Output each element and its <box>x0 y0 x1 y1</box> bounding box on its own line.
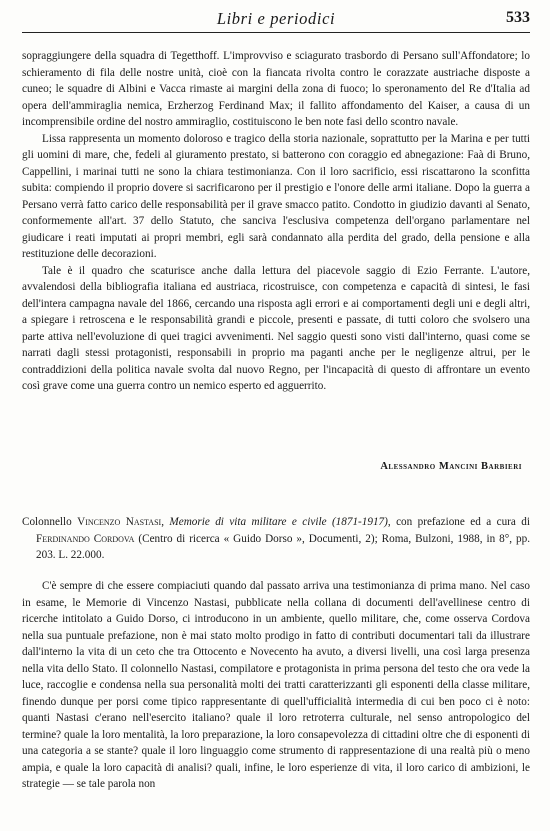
review-1-signature: Alessandro Mancini Barbieri <box>380 461 522 472</box>
review-2-citation <box>22 514 530 564</box>
page-number: 533 <box>506 9 530 26</box>
citation-title: Memorie di vita militare e civile (1871-1917) <box>169 516 388 528</box>
review-1-body <box>22 48 530 395</box>
review-1-paragraph-2: Lissa rappresenta un momento doloroso e tragico della storia nazionale, soprattutto per la Marina e per tutti gli uomini di mare, che, fedeli al giuramento prestato, si batterono con coraggio ed abnegazione: Faà di Bruno, Cappellini, i marinai tutti ne sono la chiara testimonianza. Con il loro sacrificio, essi riscattarono la sconfitta subita: compiendo il proprio dovere si sacrificarono per il prestigio e l'onore delle armi italiane. Dopo la guerra a Persano verrà fatto carico delle responsabilità per il grave smacco patito. Condotto in giudizio davanti al Senato, conformemente all'art. 37 dello Statuto, che sanciva l'esclusiva competenza dell'organo parlamentare nel giudicare i reati imputati ai propri membri, egli sarà condannato alla perdita del grado, della pensione e alla restituzione delle decorazioni. <box>22 132 530 260</box>
page-header <box>22 8 530 33</box>
citation-middle: , con prefazione ed a cura di <box>387 516 530 528</box>
running-title: Libri e periodici <box>216 9 336 28</box>
review-2-body <box>22 578 530 793</box>
citation-details: (Centro di ricerca « Guido Dorso », Documenti, 2); Roma, Bulzoni, 1988, in 8°, pp. 203. L. 22.000. <box>36 532 530 561</box>
review-1-paragraph-1: sopraggiungere della squadra di Tegetthoff. L'improvviso e sciagurato trasbordo di Persano sull'Affondatore; lo schieramento di fila delle nostre unità, cioè con la fiancata rivolta contro le corazzate austriache disposte a cuneo; le squadre di Albini e Vacca rimaste ai margini della zona di fuoco; lo speronamento del Re d'Italia ad opera dell'ammiraglia nemica, Erzherzog Ferdinand Max; il fallito affondamento del Kaiser, a causa di un incomprensibile ordine del nostro ammiraglio, costituiscono le ben note fasi dello scontro navale. <box>22 50 530 128</box>
citation-separator: , <box>161 516 170 528</box>
citation-author-prefix: Colonnello <box>22 516 78 528</box>
review-1-paragraph-3: Tale è il quadro che scaturisce anche dalla lettura del piacevole saggio di Ezio Ferrante. L'autore, avvalendosi della bibliografia italiana ed austriaca, ricostruisce, con competenza e capacità di sintesi, le fasi dell'intera campagna navale del 1866, cercando una risposta agli errori e ai comportamenti degli uni e degli altri, a spiegare i retroscena e le responsabilità grandi e piccole, presenti e passate, di tutti coloro che svolsero una parte attiva nell'evoluzione di quei tragici avvenimenti. Nel saggio questi sono visti dall'interno, quasi come se narrati dagli stessi protagonisti, responsabili in proprio ma paganti anche per le negligenze altrui, per le contraddizioni della politica navale svolta dal nuovo Regno, per l'incapacità di questo di affrontare un evento così grave come una guerra contro un nemico esperto ed agguerrito. <box>22 264 530 392</box>
citation-editor: Ferdinando Cordova <box>36 532 135 545</box>
citation-author: Vincenzo Nastasi <box>77 516 162 528</box>
review-2-paragraph-1: C'è sempre di che essere compiaciuti quando dal passato arriva una testimonianza di prima mano. Nel caso in esame, le Memorie di Vincenzo Nastasi, pubblicate nella collana di documenti dell'avellinese centro di ricerche intitolato a Guido Dorso, ci introducono in un ambiente, quello militare, che, come osserva Cordova nella sua puntuale prefazione, non è mai stato molto prodigo in fatto di contributi documentari tali da illustrare dall'interno la vita di un ceto che tra Ottocento e Novecento ha avuto, a diversi livelli, una così larga presenza nella vita dello Stato. Il colonnello Nastasi, compilatore e protagonista in prima persona del testo che ora vede la luce, raccoglie e condensa nella sua personalità molti dei tratti caratterizzanti gli esponenti della classe militare, finendo dunque per porsi come tipico rappresentante di quell'ufficialità intermedia di cui ben poco ci è noto: quanti Nastasi c'erano nell'esercito italiano? quale il loro retroterra culturale, nel senso antropologico del termine? quale la loro mentalità, la loro preparazione, la loro consapevolezza di cittadini oltre che di esponenti di una categoria a se stante? quale il loro linguaggio come strumento di rappresentazione di una realtà più o meno ampia, e quale la loro capacità di analisi? quali, infine, le loro esperienze di vita, il loro carico di ambizioni, le strategie — se tale parola non <box>22 580 530 790</box>
